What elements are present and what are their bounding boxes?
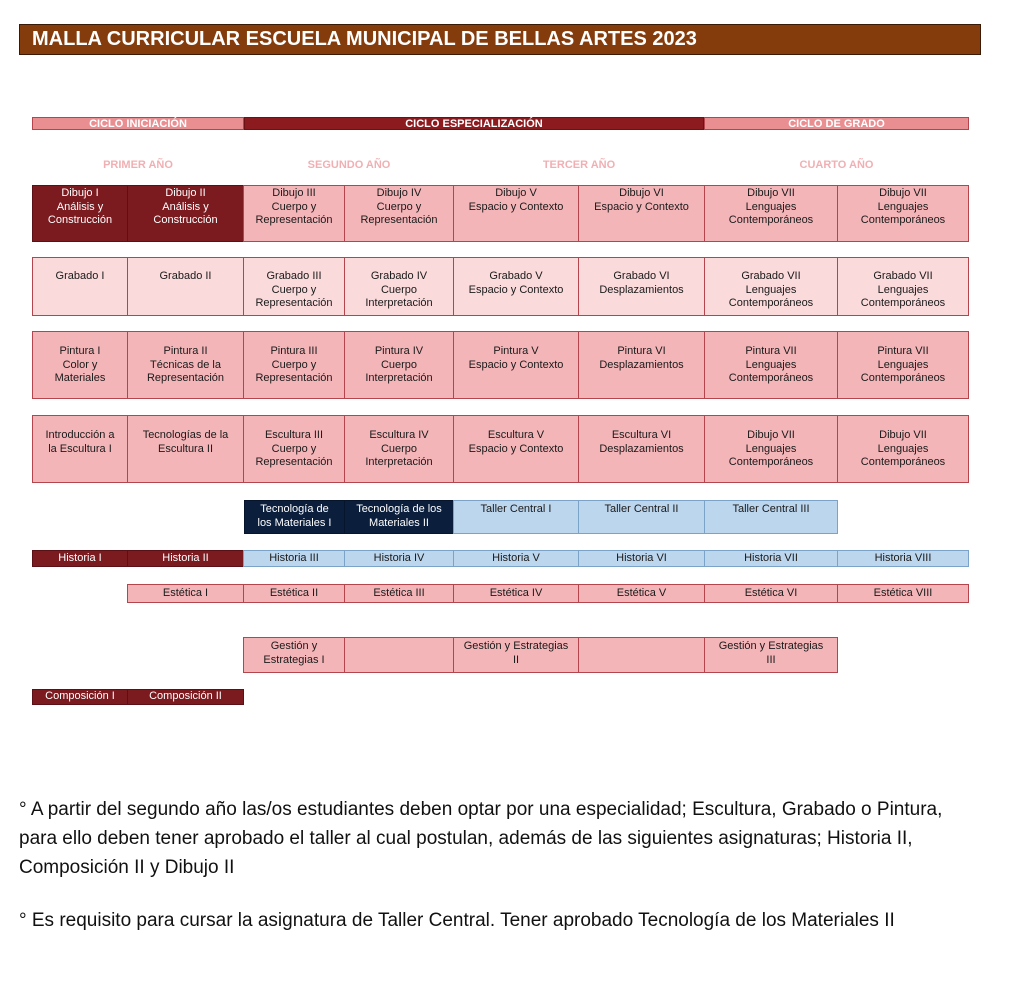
course-escultura-4: Escultura IV Cuerpo Interpretación xyxy=(344,415,454,483)
course-grabado-8: Grabado VII Lenguajes Contemporáneos xyxy=(837,257,969,316)
course-estetica-1: Estética I xyxy=(127,584,244,603)
course-historia-1: Historia I xyxy=(32,550,128,567)
course-historia-7: Historia VII xyxy=(704,550,838,567)
course-taller-1: Taller Central I xyxy=(453,500,579,534)
course-escultura-6: Escultura VI Desplazamientos xyxy=(578,415,705,483)
course-historia-3: Historia III xyxy=(243,550,345,567)
course-pintura-8: Pintura VII Lenguajes Contemporáneos xyxy=(837,331,969,399)
course-dibujo-7: Dibujo VII Lenguajes Contemporáneos xyxy=(704,185,838,242)
course-pintura-1: Pintura I Color y Materiales xyxy=(32,331,128,399)
course-historia-5: Historia V xyxy=(453,550,579,567)
course-escultura-8: Dibujo VII Lenguajes Contemporáneos xyxy=(837,415,969,483)
course-grabado-5: Grabado V Espacio y Contexto xyxy=(453,257,579,316)
year-primero: PRIMER AÑO xyxy=(103,159,173,171)
course-estetica-6: Estética VI xyxy=(704,584,838,603)
course-escultura-2: Tecnologías de la Escultura II xyxy=(127,415,244,483)
course-estetica-2: Estética II xyxy=(243,584,345,603)
course-pintura-6: Pintura VI Desplazamientos xyxy=(578,331,705,399)
course-dibujo-2: Dibujo II Análisis y Construcción xyxy=(127,185,244,242)
course-composicion-2: Composición II xyxy=(127,689,244,705)
course-historia-4: Historia IV xyxy=(344,550,454,567)
course-gestion-empty-2 xyxy=(578,637,705,673)
course-escultura-1: Introducción a la Escultura I xyxy=(32,415,128,483)
course-grabado-3: Grabado III Cuerpo y Representación xyxy=(243,257,345,316)
course-escultura-3: Escultura III Cuerpo y Representación xyxy=(243,415,345,483)
cycle-especializacion: CICLO ESPECIALIZACIÓN xyxy=(244,117,704,130)
course-grabado-7: Grabado VII Lenguajes Contemporáneos xyxy=(704,257,838,316)
year-cuarto: CUARTO AÑO xyxy=(799,159,874,171)
year-segundo: SEGUNDO AÑO xyxy=(307,159,391,171)
course-taller-3: Taller Central III xyxy=(704,500,838,534)
course-composicion-1: Composición I xyxy=(32,689,128,705)
course-dibujo-4: Dibujo IV Cuerpo y Representación xyxy=(344,185,454,242)
course-escultura-5: Escultura V Espacio y Contexto xyxy=(453,415,579,483)
course-dibujo-3: Dibujo III Cuerpo y Representación xyxy=(243,185,345,242)
course-historia-8: Historia VIII xyxy=(837,550,969,567)
cycle-iniciacion: CICLO INICIACIÓN xyxy=(32,117,244,130)
course-gestion-1: Gestión y Estrategias I xyxy=(243,637,345,673)
note-especialidad: ° A partir del segundo año las/os estudiantes deben optar por una especialidad; Escultura, Grabado o Pintura, para ello deben tener aprobado el taller al cual postulan, además de las siguientes asignaturas; Historia II, Composición II y Dibujo II xyxy=(19,799,943,878)
course-estetica-4: Estética IV xyxy=(453,584,579,603)
page-title: MALLA CURRICULAR ESCUELA MUNICIPAL DE BELLAS ARTES 2023 xyxy=(19,24,981,55)
course-dibujo-1: Dibujo I Análisis y Construcción xyxy=(32,185,128,242)
course-grabado-6: Grabado VI Desplazamientos xyxy=(578,257,705,316)
cycle-grado: CICLO DE GRADO xyxy=(704,117,969,130)
course-dibujo-8: Dibujo VII Lenguajes Contemporáneos xyxy=(837,185,969,242)
course-escultura-7: Dibujo VII Lenguajes Contemporáneos xyxy=(704,415,838,483)
course-estetica-5: Estética V xyxy=(578,584,705,603)
year-tercero: TERCER AÑO xyxy=(542,159,616,171)
course-tecnologia-1: Tecnología de los Materiales I xyxy=(244,500,345,534)
course-grabado-4: Grabado IV Cuerpo Interpretación xyxy=(344,257,454,316)
course-historia-6: Historia VI xyxy=(578,550,705,567)
course-estetica-8: Estética VIII xyxy=(837,584,969,603)
course-grabado-1: Grabado I xyxy=(32,257,128,316)
course-historia-2: Historia II xyxy=(127,550,244,567)
course-dibujo-6: Dibujo VI Espacio y Contexto xyxy=(578,185,705,242)
note-taller-central: ° Es requisito para cursar la asignatura de Taller Central. Tener aprobado Tecnología de los Materiales II xyxy=(19,910,895,931)
course-tecnologia-2: Tecnología de los Materiales II xyxy=(344,500,454,534)
course-gestion-3: Gestión y Estrategias III xyxy=(704,637,838,673)
course-dibujo-5: Dibujo V Espacio y Contexto xyxy=(453,185,579,242)
course-estetica-3: Estética III xyxy=(344,584,454,603)
course-gestion-empty-1 xyxy=(344,637,454,673)
course-pintura-3: Pintura III Cuerpo y Representación xyxy=(243,331,345,399)
course-grabado-2: Grabado II xyxy=(127,257,244,316)
course-gestion-2: Gestión y Estrategias II xyxy=(453,637,579,673)
course-pintura-4: Pintura IV Cuerpo Interpretación xyxy=(344,331,454,399)
course-pintura-5: Pintura V Espacio y Contexto xyxy=(453,331,579,399)
course-pintura-7: Pintura VII Lenguajes Contemporáneos xyxy=(704,331,838,399)
course-taller-2: Taller Central II xyxy=(578,500,705,534)
course-pintura-2: Pintura II Técnicas de la Representación xyxy=(127,331,244,399)
